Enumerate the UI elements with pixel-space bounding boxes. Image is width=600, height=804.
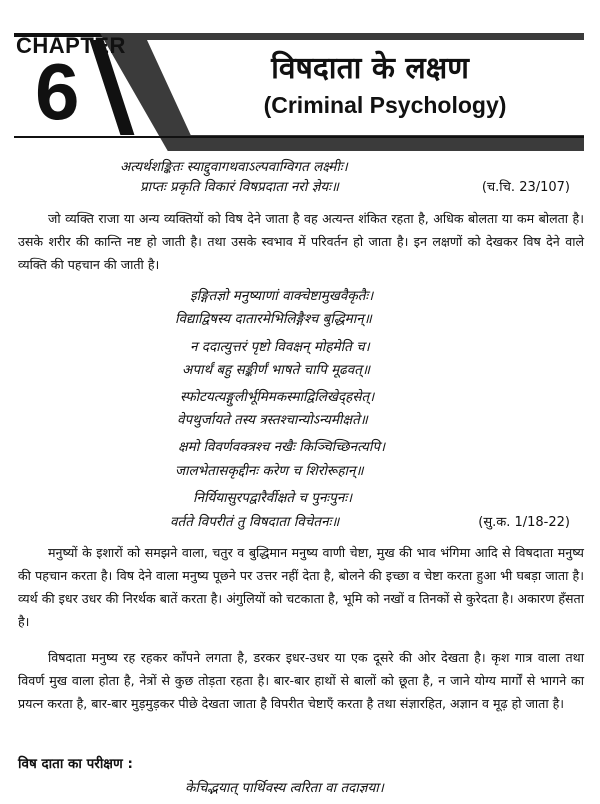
paragraph-text: विषदाता मनुष्य रह रहकर काँपने लगता है, डरकर इधर-उधर या एक दूसरे की ओर देखता है। कृश गात्र वाला तथा विवर्ण मुख वाला होता है, नेत्रों से कुछ तोड़ता रहता है। बार-बार हाथों से बालों को छूता है, न जाने योग्य मार्गों से भागने का प्रयत्न करता है, बार-बार मुड़मुड़कर पीछे देखता जाता है विपरीत चेष्टाएँ करता है तथा संज्ञारहित, अज्ञान व मूढ़ हो जाता है। bbox=[18, 650, 584, 711]
verse-line: क्षमो विवर्णवक्त्रश्च नखैः किञ्चिच्छिनत्यपि। bbox=[178, 439, 386, 455]
verse-line: प्राप्तः प्रकृति विकारं विषप्रदाता नरो ज्ञेयः॥ bbox=[140, 179, 339, 195]
chapter-label: CHAPTER bbox=[16, 33, 126, 58]
chapter-title-english: (Criminal Psychology) bbox=[263, 92, 507, 118]
paragraph-2 bbox=[18, 541, 584, 633]
section-heading: विष दाता का परीक्षण : bbox=[18, 756, 133, 772]
verse-line: न ददात्युत्तरं पृष्टो विवक्षन् मोहमेति च। bbox=[190, 339, 370, 355]
verse-line: जालभेतासकृद्दीनः करेण च शिरोरूहान्॥ bbox=[175, 463, 364, 479]
verse-line: वेपथुर्जायते तस्य त्रस्तश्चान्योऽन्यमीक्षते॥ bbox=[177, 412, 368, 428]
verse-reference: (च.चि. 23/107) bbox=[481, 180, 570, 195]
paragraph-3 bbox=[18, 646, 584, 715]
verse-reference: (सु.क. 1/18-22) bbox=[478, 515, 570, 530]
chapter-header bbox=[0, 0, 600, 150]
verse-line: इङ्गितज्ञो मनुष्याणां वाक्चेष्टामुखवैकृतैः। bbox=[190, 288, 374, 304]
verse-line: विद्याद्विषस्य दातारमेभिलिङ्गैश्च बुद्धिमान्॥ bbox=[175, 311, 372, 327]
chapter-number: 6 bbox=[35, 47, 80, 136]
header-bottom-rule bbox=[14, 136, 584, 138]
paragraph-text: जो व्यक्ति राजा या अन्य व्यक्तियों को विष देने जाता है वह अत्यन्त शंकित रहता है, अधिक बोलता या कम बोलता है। उसके शरीर की कान्ति नष्ट हो जाती है। तथा उसके स्वभाव में परिवर्तन हो जाता है। इन लक्षणों को देखकर विष देने वाले व्यक्ति की पहचान की जाती है। bbox=[18, 211, 584, 272]
paragraph-text: मनुष्यों के इशारों को समझने वाला, चतुर व बुद्धिमान मनुष्य वाणी चेष्टा, मुख की भाव भंगिमा आदि से विषदाता मनुष्य की पहचान करता है। विष देने वाला मनुष्य पूछने पर उत्तर नहीं देता है, बोलने की इच्छा व चेष्टा करता हुआ भी घबड़ा जाता है। व्यर्थ की इधर उधर की निरर्थक बातें करता है। अंगुलियों को चटकाता है, भूमि को नखों व तिनकों से कुरेदता है। अकारण हँसता है। bbox=[18, 545, 584, 629]
paragraph-1 bbox=[18, 207, 584, 276]
verse-line: अत्यर्थशङ्कितः स्याद्दुवागथवाऽल्पवाग्विगत लक्ष्मीः। bbox=[120, 159, 348, 175]
chapter-title-hindi: विषदाता के लक्षण bbox=[271, 51, 469, 86]
verse-line: वर्तते विपरीतं तु विषदाता विचेतनः॥ bbox=[170, 514, 340, 530]
verse-line: स्फोटयत्यङ्गुलीर्भूमिमकस्माद्विलिखेद्हसेत्। bbox=[180, 389, 375, 405]
verse-line: निर्यियासुरपद्वारैर्वीक्षते च पुनःपुनः। bbox=[193, 490, 353, 506]
verse-line: केचिद्भयात् पार्थिवस्य त्वरिता वा तदाज्ञया। bbox=[185, 780, 384, 796]
verse-line: अपार्थं बहु सङ्कीर्णं भाषते चापि मूढवत्॥ bbox=[182, 362, 371, 378]
